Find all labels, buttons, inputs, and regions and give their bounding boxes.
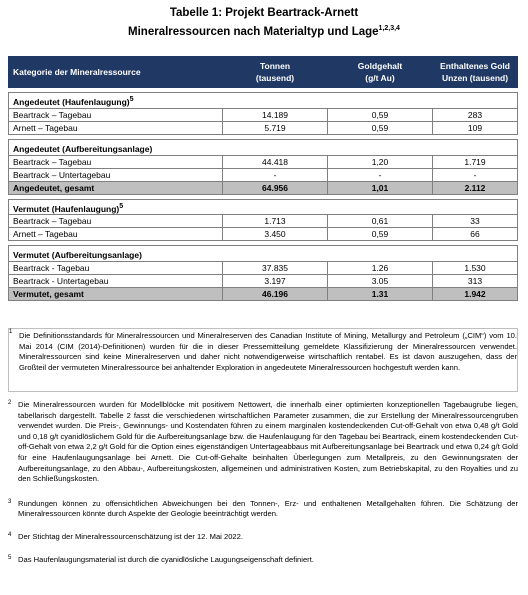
row-name: Vermutet, gesamt [9, 288, 223, 301]
cell-gold: 66 [433, 228, 518, 241]
cell-grade: 0,61 [328, 215, 433, 228]
total-row [9, 288, 518, 301]
cell-gold: 1.942 [433, 288, 518, 301]
section-title: Angedeutet (Aufbereitungsanlage) [13, 143, 153, 154]
title-line-2: Mineralressourcen nach Materialtyp und Lage$^{1,2,3,4}$ [128, 25, 400, 38]
cell-grade: 3.05 [328, 275, 433, 288]
row-name: Beartrack – Tagebau [9, 108, 223, 121]
cell-tonnes: 14.189 [223, 108, 328, 121]
cell-gold: 313 [433, 275, 518, 288]
cell-grade: 1,01 [328, 181, 433, 194]
row-name: Beartrack – Tagebau [9, 155, 223, 168]
section-header-row [9, 199, 518, 215]
cell-gold: 33 [433, 215, 518, 228]
header-tonnes: Tonnen (tausend) [223, 57, 328, 88]
row-name: Beartrack – Untertagebau [9, 168, 223, 181]
mineral-resources-table [8, 56, 518, 301]
cell-gold: 109 [433, 121, 518, 134]
cell-tonnes: 5.719 [223, 121, 328, 134]
cell-gold: - [433, 168, 518, 181]
section-title: Angedeutet (Haufenlaugung) [13, 96, 130, 107]
row-name: Arnett – Tagebau [9, 228, 223, 241]
cell-tonnes: 3.197 [223, 275, 328, 288]
cell-grade: - [328, 168, 433, 181]
cell-tonnes: 46.196 [223, 288, 328, 301]
footnotes [8, 328, 518, 565]
table-row [9, 108, 518, 121]
cell-grade: 1.26 [328, 262, 433, 275]
cell-gold: 2.112 [433, 181, 518, 194]
header-grade: Goldgehalt (g/t Au) [328, 57, 433, 88]
section-header-row [9, 139, 518, 155]
table-row [9, 262, 518, 275]
cell-gold: 1.719 [433, 155, 518, 168]
table-row [9, 168, 518, 181]
cell-grade: 1,20 [328, 155, 433, 168]
cell-grade: 0,59 [328, 108, 433, 121]
section-superscript: 5 [129, 95, 134, 103]
cell-tonnes: 64.956 [223, 181, 328, 194]
table-body [9, 88, 518, 301]
table-row [9, 215, 518, 228]
cell-tonnes: 44.418 [223, 155, 328, 168]
row-name: Angedeutet, gesamt [9, 181, 223, 194]
title-superscript: 1,2,3,4 [378, 25, 400, 32]
table-row [9, 155, 518, 168]
header-category: Kategorie der Mineralressource [9, 57, 223, 88]
section-superscript: 5 [119, 201, 124, 210]
footnote-2: 2 Die Mineralressourcen wurden für Modellblöcke mit positivem Nettowert, die innerhalb einer optimierten konzeptionellen Tagebaugrube liegen, tabellarisch dargestellt. Tabelle 2 fasst die verschiedenen wirtschaftlichen Parameter zusammen, die zur Erstellung der Mineralressourcengruben verwendet wurden. Die Preis-, Gewinnungs- und Kostendaten führen zu einem marginalen kostendeckenden Cut-off-Gehalt von etwa 0,48 g/t Gold und 0,18 g/t cyanidlöslichem Gold für die Aufbereitungsanlage bzw. die Haufenlaugung für den Tagebau bei Beartrack, einem kostendeckenden Cut-off-Gehalt von etwa 2,2 g/t Gold für die Option eines eigenständigen Untertageabbaus mit Aufbereitungsanlage bei Beartrack und etwa 0,24 g/t Gold für eine Haufenlaugungsanlage bei Arnett. Die Cut-off-Gehalte beinhalten Überlegungen zum Metallpreis, zu den Gewinnungsraten der Aufbereitungsanlage, zu den Abbau-, Aufbereitungskosten, allgemeinen und administrativen Kosten, zum Betriebskapital, zu den Royalties und zu den Schließungskosten. [8, 400, 518, 484]
title-line-1: Tabelle 1: Projekt Beartrack-Arnett [169, 7, 359, 19]
section-header-row [9, 246, 518, 262]
footnote-5: 5 Das Haufenlaugungsmaterial ist durch die cyanidlösliche Laugungseigenschaft definiert. [8, 554, 314, 564]
row-name: Beartrack - Untertagebau [9, 275, 223, 288]
section-title: Vermutet (Haufenlaugung) [13, 203, 120, 214]
header-gold: Enthaltenes Gold Unzen (tausend) [433, 57, 518, 88]
section-title: Vermutet (Aufbereitungsanlage) [13, 250, 142, 261]
table-row [9, 228, 518, 241]
cell-tonnes: 37.835 [223, 262, 328, 275]
cell-tonnes: - [223, 168, 328, 181]
footnote-4: 4 Der Stichtag der Mineralressourcenschätzung ist der 12. Mai 2022. [8, 531, 243, 541]
cell-grade: 1.31 [328, 288, 433, 301]
table-header-row [9, 57, 518, 88]
cell-grade: 0,59 [328, 121, 433, 134]
cell-tonnes: 1.713 [223, 215, 328, 228]
footnote-3: 3 Rundungen können zu offensichtlichen Abweichungen bei den Tonnen-, Erz- und enthaltenen Metallgehalten führen. Die Schätzung der Mineralressourcen könnte durch Aspekte der Geologie beeinträchtigt werden. [8, 498, 518, 519]
footnote-1: 1 Die Definitionsstandards für Mineralressourcen und Mineralreserven des Canadian Institute of Mining, Metallurgy and Petroleum („CIM“) vom 10. Mai 2014 (CIM (2014)-Definitionen) wurden für die in dieser Pressemitteilung gemeldete Klassifizierung der Mineralressourcen verwendet. Mineralressourcen sind keine Mineralreserven und daher nicht notwendigerweise wirtschaftlich rentabel. Es ist davon auszugehen, dass der Großteil der vermuteten Mineralressource bei anhaltender Exploration in angedeutete Mineralressourcen hochgestuft werden kann. [8, 328, 518, 392]
table-row [9, 121, 518, 134]
cell-grade: 0,59 [328, 228, 433, 241]
section-header-row [9, 93, 518, 109]
cell-tonnes: 3.450 [223, 228, 328, 241]
cell-gold: 1.530 [433, 262, 518, 275]
row-name: Beartrack - Tagebau [9, 262, 223, 275]
row-name: Arnett – Tagebau [9, 121, 223, 134]
table-title [0, 5, 528, 40]
table-row [9, 275, 518, 288]
cell-gold: 283 [433, 108, 518, 121]
total-row [9, 181, 518, 194]
row-name: Beartrack – Tagebau [9, 215, 223, 228]
